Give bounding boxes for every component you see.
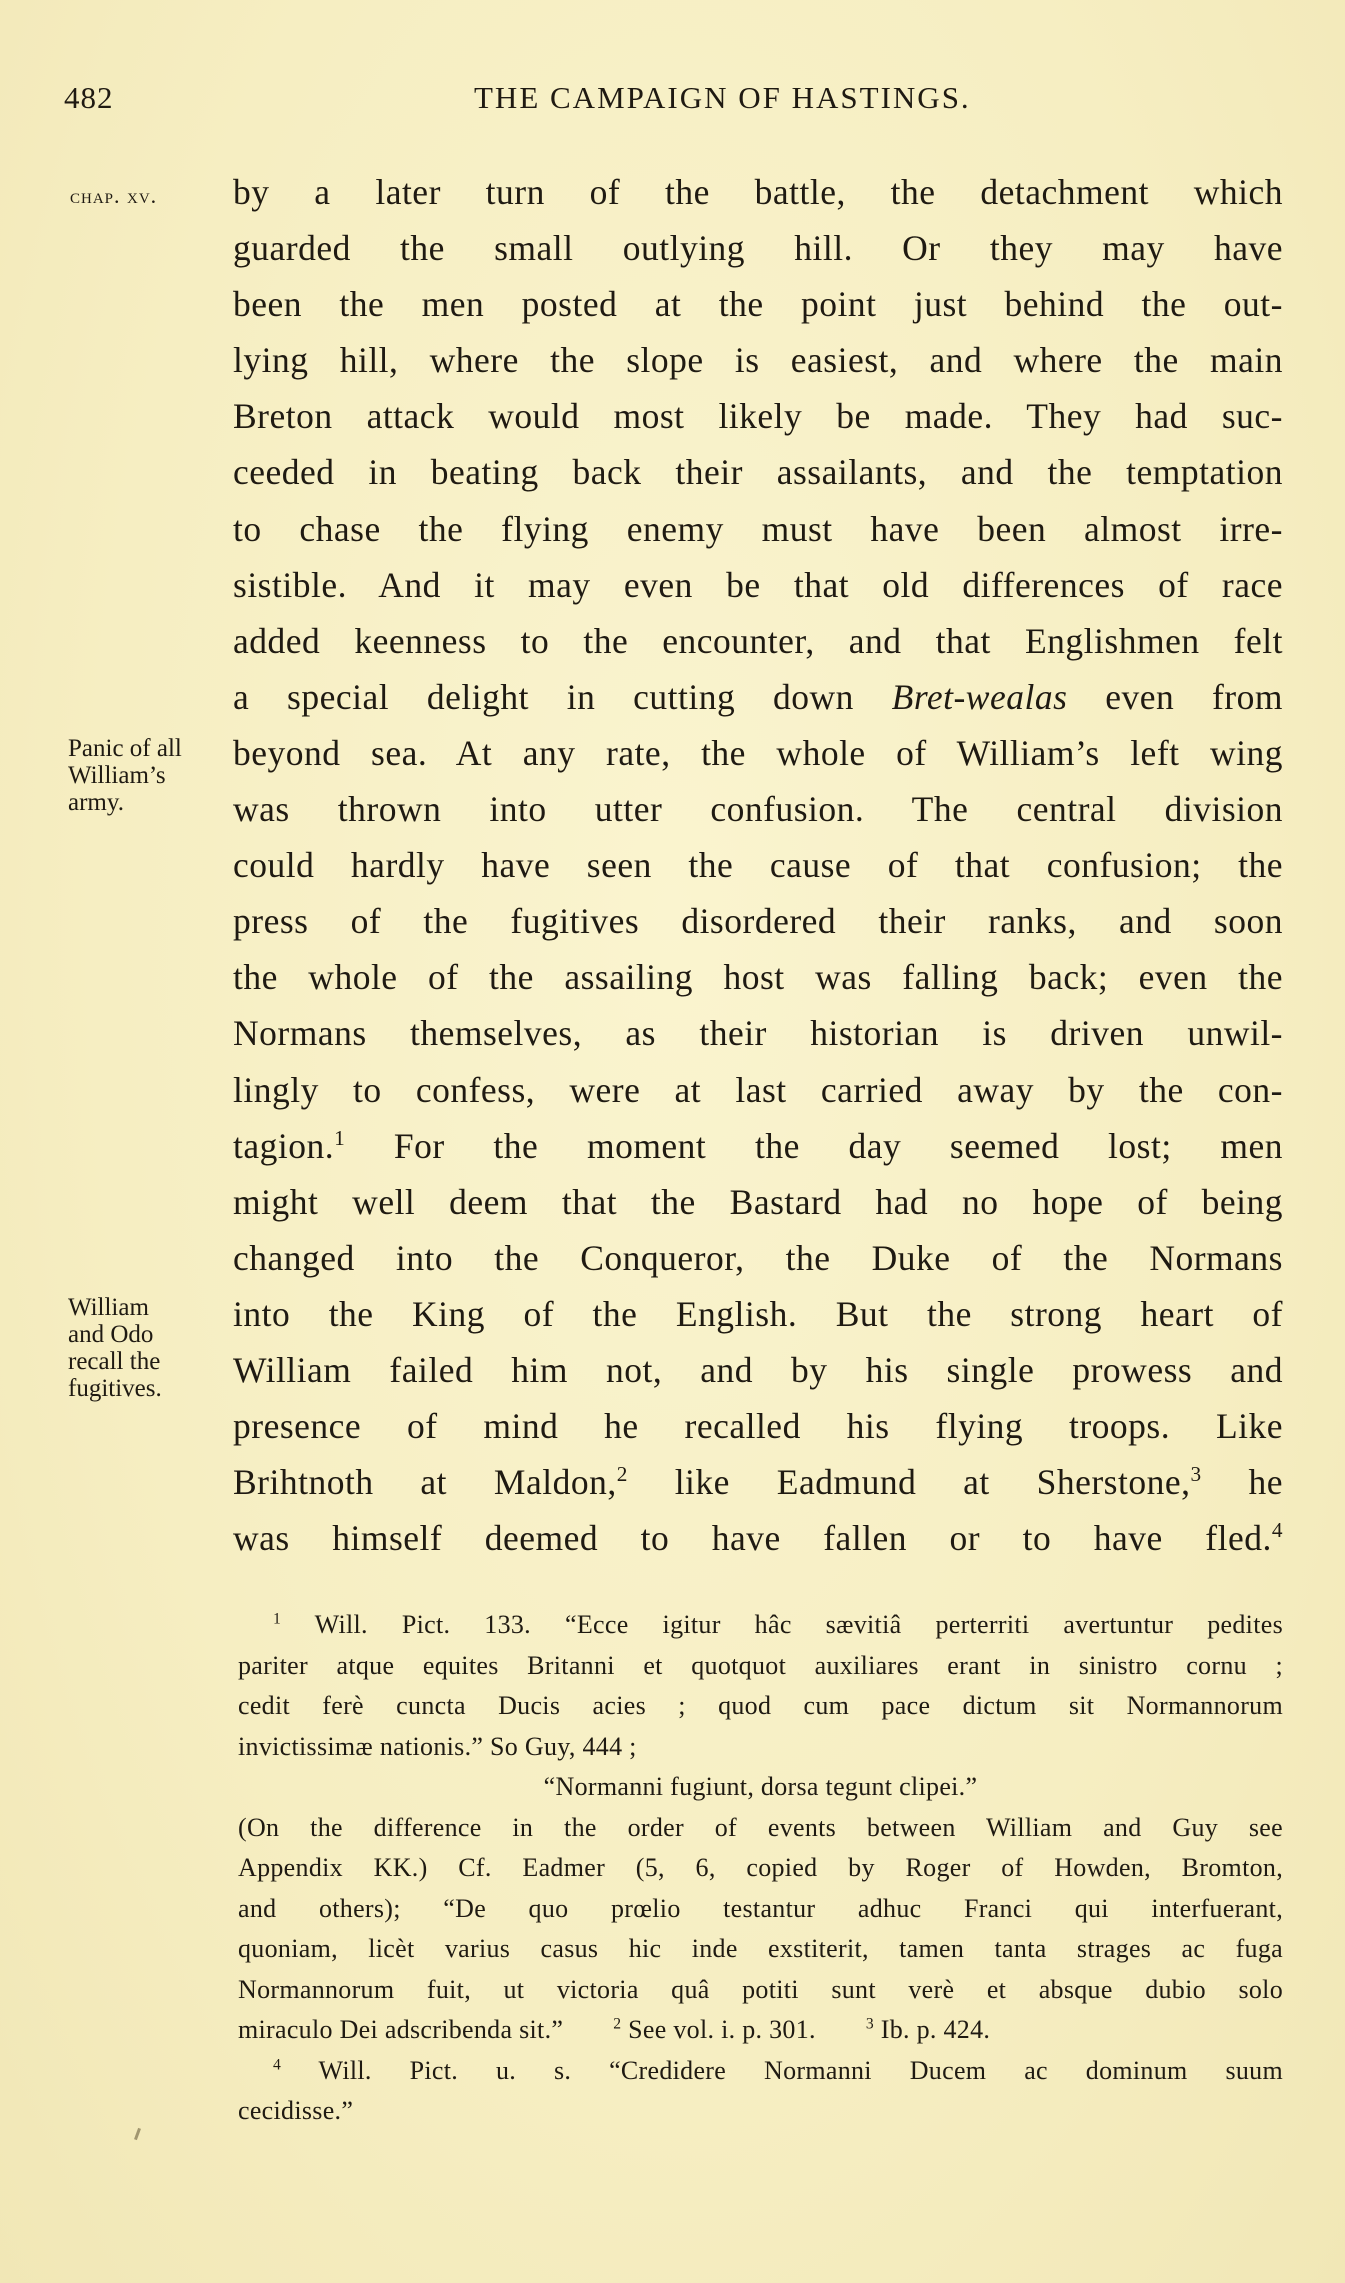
body-line: lying hill, where the slope is easiest, and where the main <box>233 340 1283 381</box>
body-line-start: tagion. <box>233 1125 335 1166</box>
body-text <box>233 164 1283 1566</box>
body-line: into the King of the English. But the strong heart of <box>233 1293 1283 1334</box>
footnote-ref: 4 <box>1271 1518 1283 1543</box>
stray-mark <box>134 2128 141 2140</box>
footnote-ref: 1 <box>334 1125 346 1150</box>
body-line: to chase the flying enemy must have been almost irre- <box>233 508 1283 549</box>
body-line: William failed him not, and by his single prowess and <box>233 1349 1283 1390</box>
body-line: presence of mind he recalled his flying troops. Like <box>233 1406 1283 1447</box>
body-line-start: a special delight in cutting down <box>233 676 854 717</box>
body-line: added keenness to the encounter, and that Englishmen felt <box>233 620 1283 661</box>
footnote-number: 3 <box>865 2015 874 2033</box>
body-line <box>233 1454 1283 1510</box>
body-line: been the men posted at the point just behind the out- <box>233 284 1283 325</box>
footnote-line: cedit ferè cuncta Ducis acies ; quod cum pace dictum sit Normannorum <box>238 1691 1283 1720</box>
body-line-start: was himself deemed to have fallen or to have fled. <box>233 1518 1272 1559</box>
footnote-line: $^1$ Will. Pict. 133. “Ecce igitur hâc sævitiâ perterriti avertuntur pedites <box>273 1610 1283 1639</box>
body-line-mid: like Eadmund at Sherstone, <box>627 1462 1191 1503</box>
body-line: by a later turn of the battle, the detachment which <box>233 172 1283 212</box>
footnote-line: and others); “De quo prœlio testantur adhuc Franci qui interfuerant, <box>238 1893 1283 1923</box>
footnote-ref: 2 <box>616 1462 628 1487</box>
footnote-line: miraculo Dei adscribenda sit.” $^2$ See vol. i. p. 301. $^3$ Ib. p. 424. <box>238 2015 991 2044</box>
page-number: 482 <box>64 80 114 115</box>
body-line-end: he <box>1201 1462 1283 1503</box>
footnote-line: pariter atque equites Britanni et quotquot auxiliares erant in sinistro cornu ; <box>238 1650 1283 1680</box>
footnote-line: Normannorum fuit, ut victoria quâ potiti sunt verè et absque dubio solo <box>238 1974 1283 2004</box>
body-line: beyond sea. At any rate, the whole of William’s left wing <box>233 732 1283 773</box>
footnote-ref: 3 <box>1190 1462 1202 1487</box>
body-line: Normans themselves, as their historian is driven unwil- <box>233 1013 1283 1054</box>
footnote-line: cecidisse.” <box>238 2096 354 2125</box>
running-title: THE CAMPAIGN OF HASTINGS. <box>474 80 971 115</box>
body-line: ceeded in beating back their assailants, and the temptation <box>233 452 1283 493</box>
body-line: might well deem that the Bastard had no hope of being <box>233 1181 1283 1222</box>
footnote-line: invictissimæ nationis.” So Guy, 444 ; <box>238 1731 637 1761</box>
body-line: press of the fugitives disordered their ranks, and soon <box>233 901 1283 942</box>
footnote-line: Appendix KK.) Cf. Eadmer (5, 6, copied by Roger of Howden, Bromton, <box>238 1853 1283 1882</box>
body-line <box>233 1118 1283 1174</box>
body-line: lingly to confess, were at last carried away by the con- <box>233 1069 1283 1110</box>
body-line: changed into the Conqueror, the Duke of the Normans <box>233 1237 1283 1278</box>
body-line: was thrown into utter confusion. The central division <box>233 789 1283 830</box>
footnote-line: (On the difference in the order of events between William and Guy see <box>238 1812 1283 1842</box>
footnotes <box>238 1605 1283 2132</box>
chapter-label: chap. xv. <box>70 183 158 208</box>
body-line-end: even from <box>1067 676 1283 717</box>
footnote-number: 2 <box>613 2015 622 2033</box>
italic-term: Bret-wealas <box>891 676 1068 717</box>
body-line: the whole of the assailing host was falling back; even the <box>233 957 1283 998</box>
margin-note-panic: Panic of all William’s army. <box>68 735 182 816</box>
body-line: guarded the small outlying hill. Or they may have <box>233 228 1283 269</box>
body-line <box>233 669 1283 725</box>
footnote-line: quoniam, licèt varius casus hic inde exstiterit, tamen tanta strages ac fuga <box>238 1934 1283 1963</box>
footnote-number: 1 <box>273 1610 282 1628</box>
margin-note-william-recall: William and Odo recall the fugitives. <box>68 1294 162 1402</box>
body-line: Breton attack would most likely be made. They had suc- <box>233 396 1283 437</box>
body-line: sistible. And it may even be that old differences of race <box>233 564 1283 605</box>
body-line: could hardly have seen the cause of that confusion; the <box>233 845 1283 886</box>
body-line <box>233 1510 1283 1566</box>
footnote-line: $^4$ Will. Pict. u. s. “Credidere Normanni Ducem ac dominum suum <box>273 2055 1283 2085</box>
body-line-end: For the moment the day seemed lost; men <box>345 1125 1283 1166</box>
footnote-number: 4 <box>273 2055 282 2073</box>
body-line-start: Brihtnoth at Maldon, <box>233 1462 617 1503</box>
footnote-verse: “Normanni fugiunt, dorsa tegunt clipei.” <box>543 1772 978 1801</box>
page-header <box>64 80 1054 120</box>
